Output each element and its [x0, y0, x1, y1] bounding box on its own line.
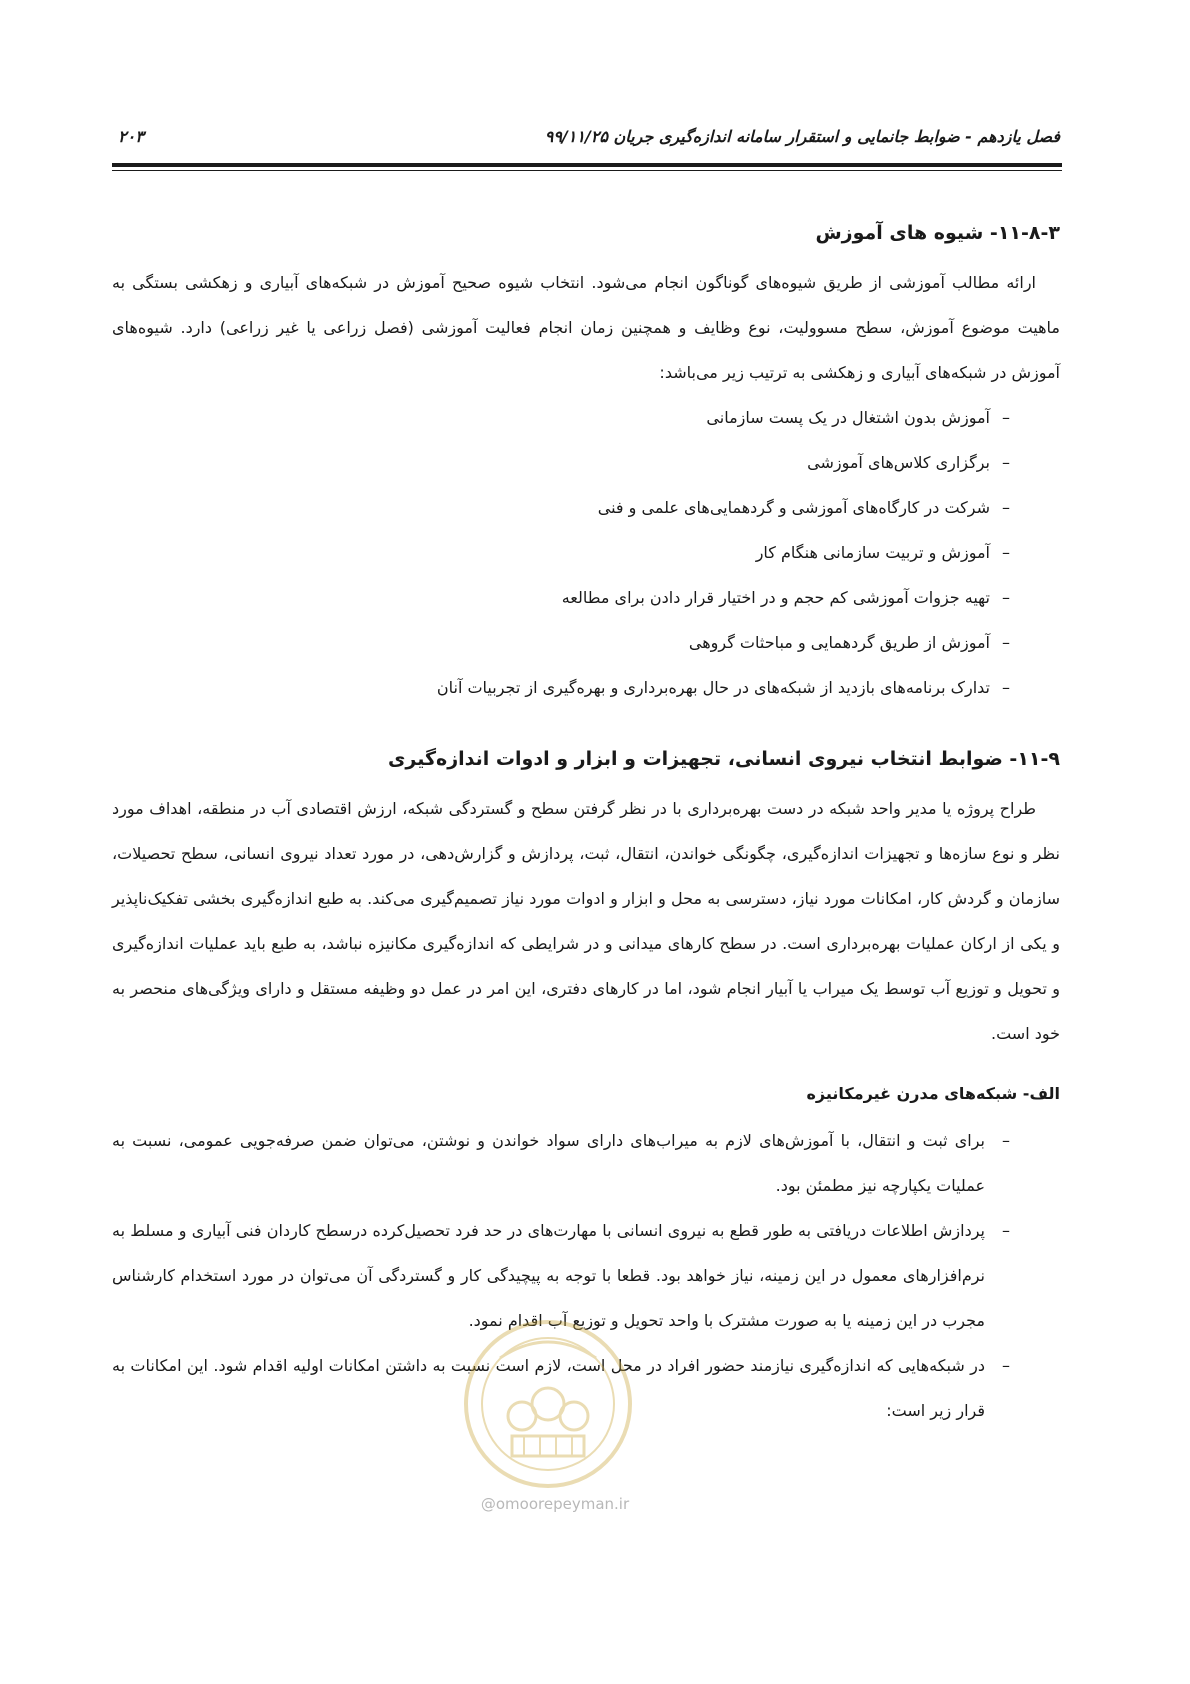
training-methods-list — [112, 395, 1060, 710]
section-heading-training-methods: ۱۱-۸-۳- شیوه های آموزش — [815, 222, 1060, 244]
header-rule-thin — [112, 170, 1062, 171]
section-paragraph: ارائه مطالب آموزشی از طریق شیوه‌های گوناگون انجام می‌شود. انتخاب شیوه صحیح آموزش در شبکه‌های آبیاری و زهکشی بستگی به ماهیت موضوع آموزش، سطح مسوولیت، نوع وظایف و همچنین زمان انجام فعالیت آموزشی (فصل زراعی یا غیر زراعی) دارد. شیوه‌های آموزش در شبکه‌های آبیاری و زهکشی به ترتیب زیر می‌باشد: — [112, 273, 1060, 382]
running-header — [118, 118, 1060, 154]
list-item: – آموزش از طریق گردهمایی و مباحثات گروهی — [112, 620, 1060, 665]
list-item: – تدارک برنامه‌های بازدید از شبکه‌های در حال بهره‌برداری و بهره‌گیری از تجربیات آنان — [112, 665, 1060, 710]
subsection-heading: الف- شبکه‌های مدرن غیرمکانیزه — [806, 1084, 1060, 1103]
header-rule-thick — [112, 163, 1062, 167]
list-item: – برای ثبت و انتقال، با آموزش‌های لازم به میراب‌های دارای سواد خواندن و نوشتن، می‌توان ضمن صرفه‌جویی عمومی، نسبت به عملیات یکپارچه نیز مطمئن بود. — [112, 1118, 1060, 1208]
list-item: – برگزاری کلاس‌های آموزشی — [112, 440, 1060, 485]
page-body — [112, 210, 1060, 1433]
list-item: – تهیه جزوات آموزشی کم حجم و در اختیار قرار دادن برای مطالعه — [112, 575, 1060, 620]
section-heading-selection-criteria: ۱۱-۹- ضوابط انتخاب نیروی انسانی، تجهیزات و ابزار و ادوات اندازه‌گیری — [387, 748, 1060, 770]
page-number: ۲۰۳ — [118, 126, 144, 146]
list-item: – شرکت در کارگاه‌های آموزشی و گردهمایی‌های علمی و فنی — [112, 485, 1060, 530]
list-item: – در شبکه‌هایی که اندازه‌گیری نیازمند حضور افراد در محل است، لازم است نسبت به داشتن امکانات اولیه اقدام شود. این امکانات به قرار زیر است: — [112, 1343, 1060, 1433]
section-paragraph: طراح پروژه یا مدیر واحد شبکه در دست بهره‌برداری با در نظر گرفتن سطح و گستردگی شبکه، ارزش اقتصادی آب در منطقه، اهداف مورد نظر و نوع سازه‌ها و تجهیزات اندازه‌گیری، چگونگی خواندن، انتقال، ثبت، پردازش و گزارش‌دهی، در مورد تعداد نیروی انسانی، سطح تحصیلات، سازمان و گردش کار، امکانات مورد نیاز، دسترسی به محل و ابزار و ادوات مورد نیاز تصمیم‌گیری می‌کند. به طبع اندازه‌گیری بخشی تفکیک‌ناپذیر و یکی از ارکان عملیات بهره‌برداری است. در سطح کارهای میدانی و در شرایطی که اندازه‌گیری مکانیزه نباشد، به طبع باید عملیات اندازه‌گیری و تحویل و توزیع آب توسط یک میراب یا آبیار انجام شود، اما در کارهای دفتری، این امر در عمل دو وظیفه مستقل و دارای ویژگی‌های منحصر به خود است. — [112, 799, 1060, 1043]
watermark-url: @omoorepeyman.ir — [480, 1495, 630, 1513]
list-item: – پردازش اطلاعات دریافتی به طور قطع به نیروی انسانی با مهارت‌های در حد فرد تحصیل‌کرده درسطح کاردان فنی آبیاری و مسلط به نرم‌افزارهای معمول در این زمینه، نیاز خواهد بود. قطعا با توجه به پیچیدگی کار و گستردگی آن می‌توان در مورد استخدام کارشناس مجرب در این زمینه یا به صورت مشترک با واحد تحویل و توزیع آب اقدام نمود. — [112, 1208, 1060, 1343]
non-mechanized-list — [112, 1118, 1060, 1433]
header-title: فصل یازدهم - ضوابط جانمایی و استقرار سامانه اندازه‌گیری جریان ۹۹/۱۱/۲۵ — [544, 126, 1060, 146]
list-item: – آموزش بدون اشتغال در یک پست سازمانی — [112, 395, 1060, 440]
list-item: – آموزش و تربیت سازمانی هنگام کار — [112, 530, 1060, 575]
